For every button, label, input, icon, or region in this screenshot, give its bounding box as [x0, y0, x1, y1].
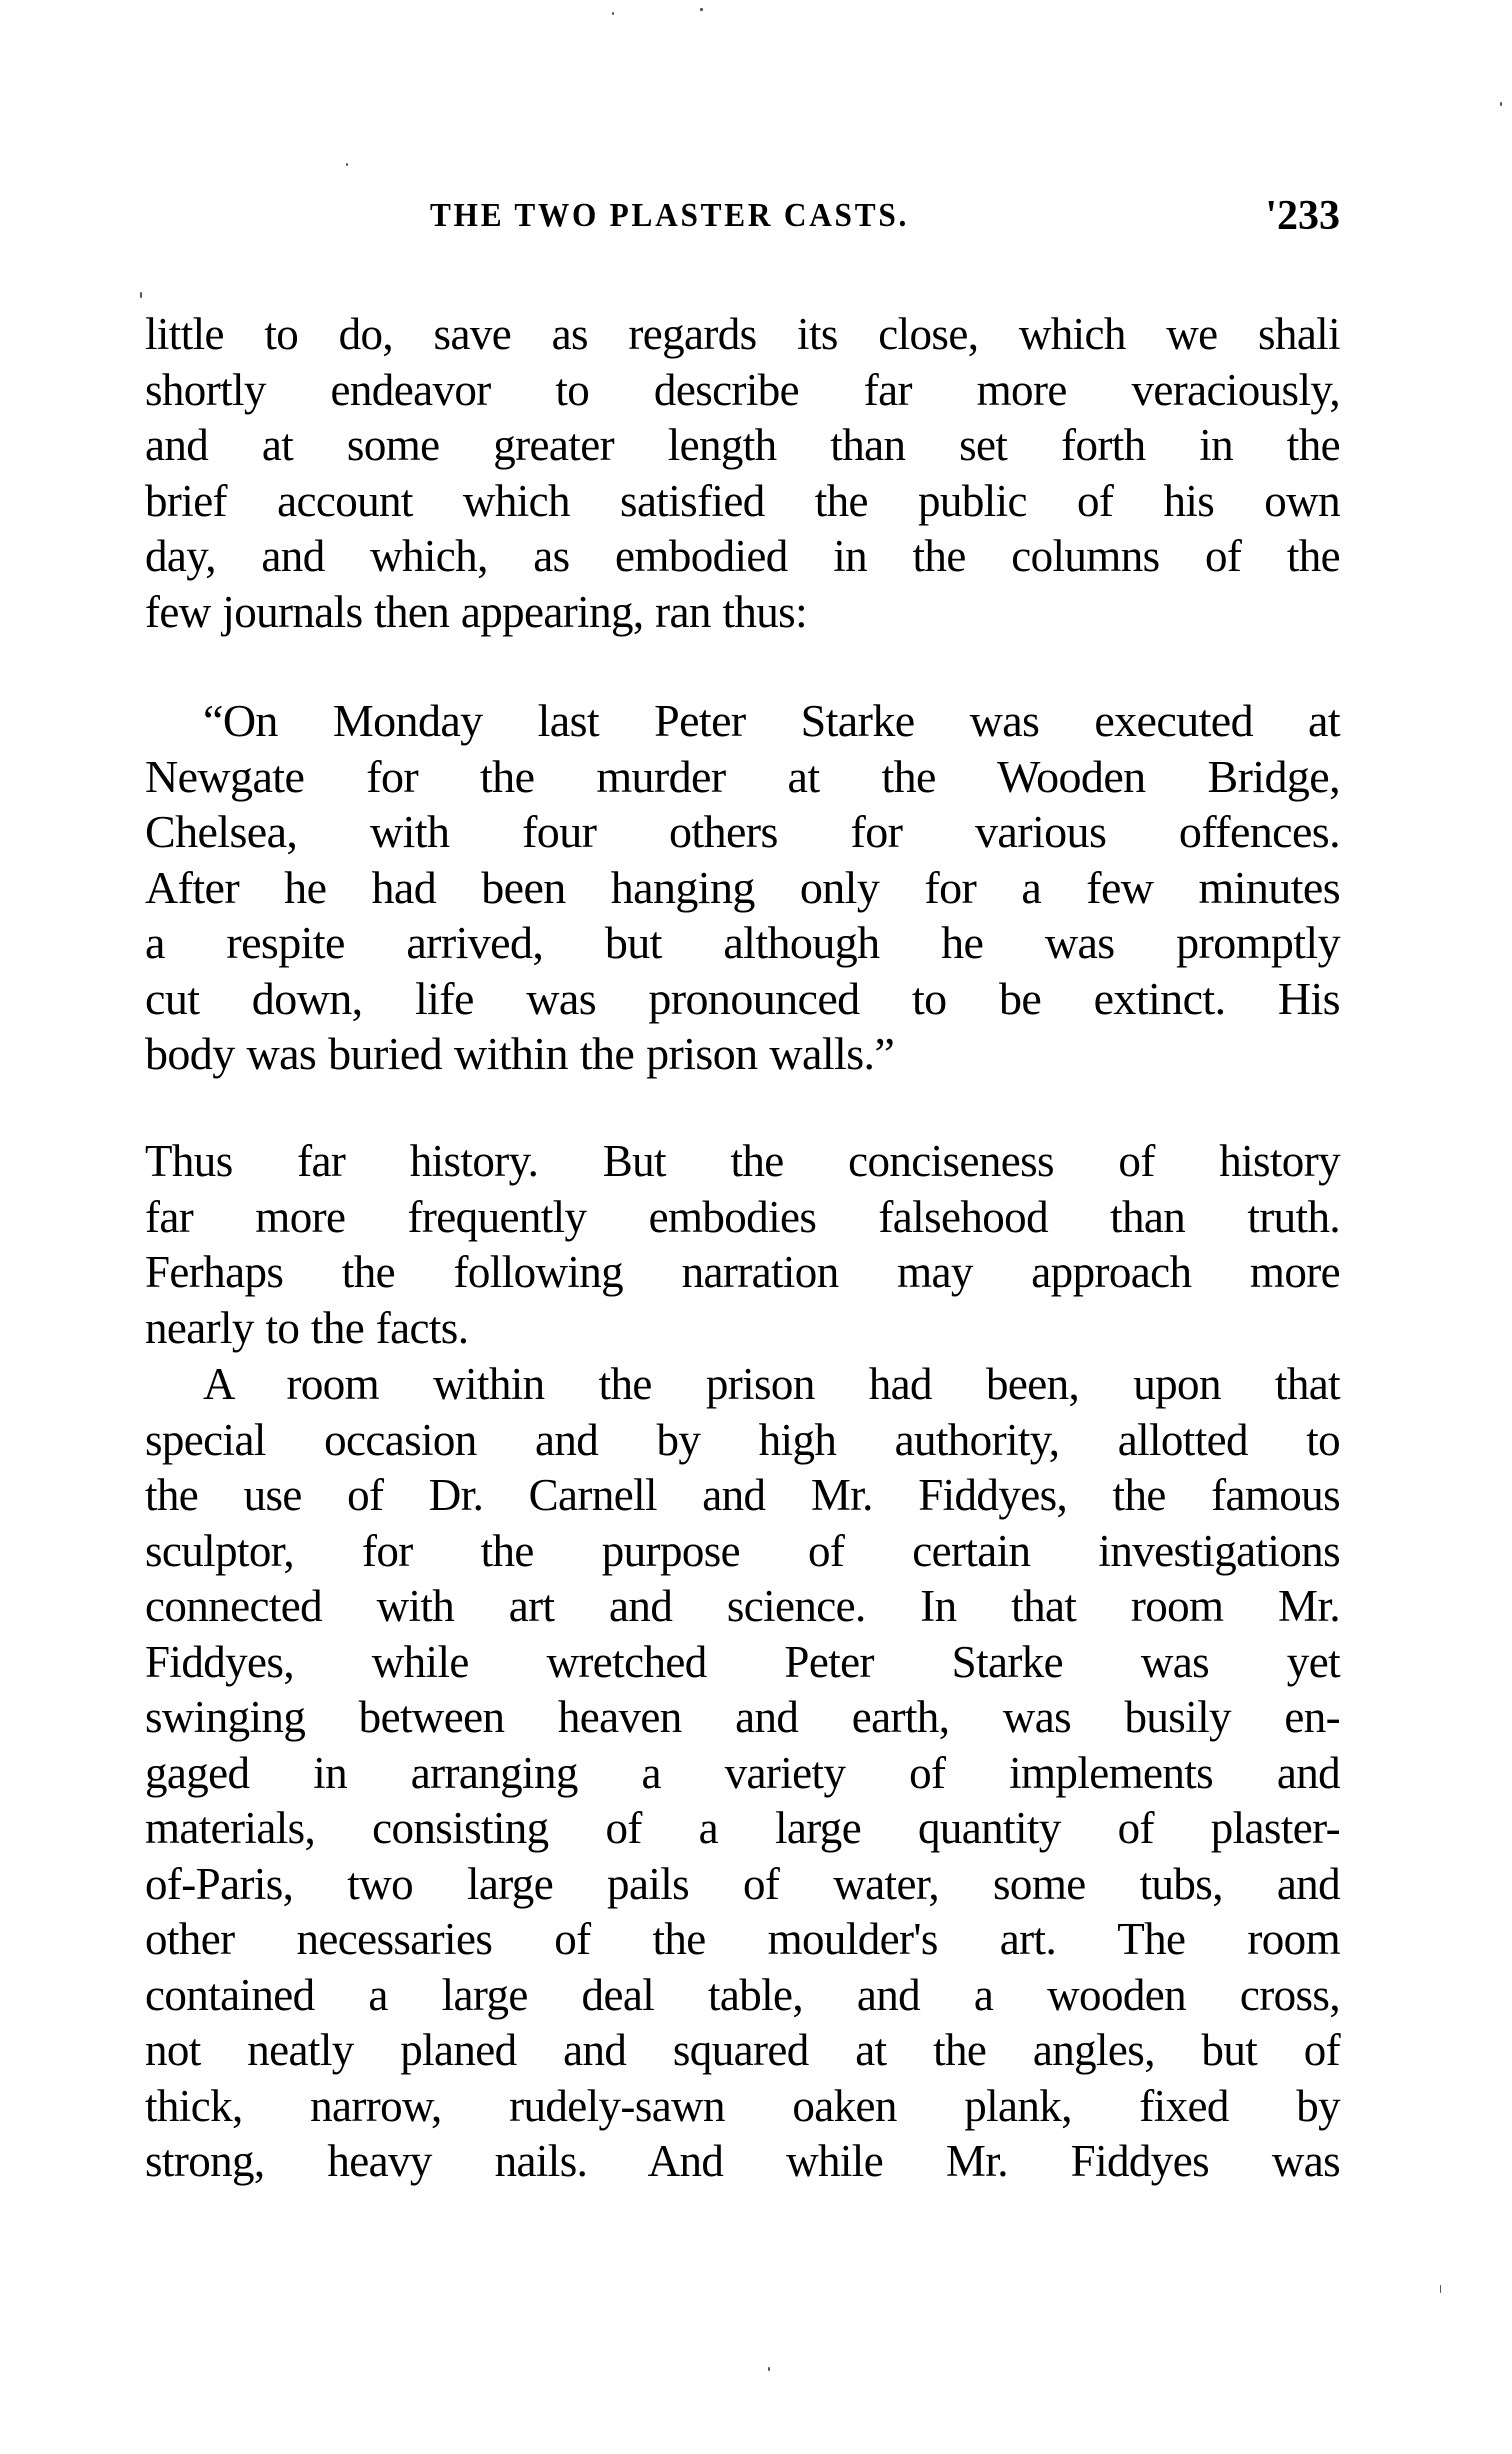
text-line: connected with art and science. In that room Mr.	[145, 1581, 1340, 1631]
page-number: '233	[1265, 193, 1340, 239]
text-line: other necessaries of the moulder's art. The room	[145, 1914, 1340, 1964]
text-line: Chelsea, with four others for various offences.	[145, 806, 1340, 857]
text-line: “On Monday last Peter Starke was executed at	[203, 695, 1340, 746]
text-line: strong, heavy nails. And while Mr. Fiddyes was	[145, 2136, 1340, 2186]
text-line: Ferhaps the following narration may approach more	[145, 1247, 1340, 1297]
chapter-title: THE TWO PLASTER CASTS.	[430, 197, 910, 234]
text-line: contained a large deal table, and a wooden cross,	[145, 1969, 1340, 2020]
text-line: materials, consisting of a large quantity of plaster-	[145, 1803, 1340, 1853]
text-line: gaged in arranging a variety of implements and	[145, 1747, 1340, 1798]
text-line: cut down, life was pronounced to be extinct. His	[145, 972, 1340, 1024]
paragraph-continuation	[145, 307, 1340, 640]
text-line: sculptor, for the purpose of certain investigations	[145, 1525, 1340, 1576]
text-line: little to do, save as regards its close, which we shali	[145, 309, 1340, 359]
text-line: Newgate for the murder at the Wooden Bridge,	[145, 750, 1340, 802]
text-line: a respite arrived, but although he was promptly	[145, 917, 1340, 968]
text-line: shortly endeavor to describe far more veraciously,	[145, 364, 1340, 415]
paragraph	[145, 1134, 1340, 1356]
text-line: of-Paris, two large pails of water, some tubs, and	[145, 1858, 1340, 1909]
text-line: the use of Dr. Carnell and Mr. Fiddyes, the famous	[145, 1470, 1340, 1520]
text-line: swinging between heaven and earth, was busily en-	[145, 1692, 1340, 1742]
paragraph	[145, 1357, 1340, 2190]
text-line: body was buried within the prison walls.”	[145, 1028, 895, 1079]
text-line: thick, narrow, rudely-sawn oaken plank, fixed by	[145, 2080, 1340, 2131]
text-line: few journals then appearing, ran thus:	[145, 586, 807, 637]
running-head	[145, 188, 1340, 244]
text-line: After he had been hanging only for a few minutes	[145, 861, 1340, 913]
block-quote	[145, 693, 1340, 1082]
text-line: day, and which, as embodied in the columns of the	[145, 531, 1340, 581]
text-line: Fiddyes, while wretched Peter Starke was yet	[145, 1636, 1340, 1687]
text-line: special occasion and by high authority, allotted to	[145, 1414, 1340, 1465]
text-line: Thus far history. But the conciseness of history	[145, 1136, 1340, 1186]
text-line: far more frequently embodies falsehood than truth.	[145, 1191, 1340, 1242]
text-line: nearly to the facts.	[145, 1302, 469, 1353]
text-line: and at some greater length than set forth in the	[145, 420, 1340, 470]
text-line: not neatly planed and squared at the angles, but of	[145, 2025, 1340, 2075]
text-line: A room within the prison had been, upon that	[203, 1359, 1340, 1409]
text-line: brief account which satisfied the public of his own	[145, 475, 1340, 526]
